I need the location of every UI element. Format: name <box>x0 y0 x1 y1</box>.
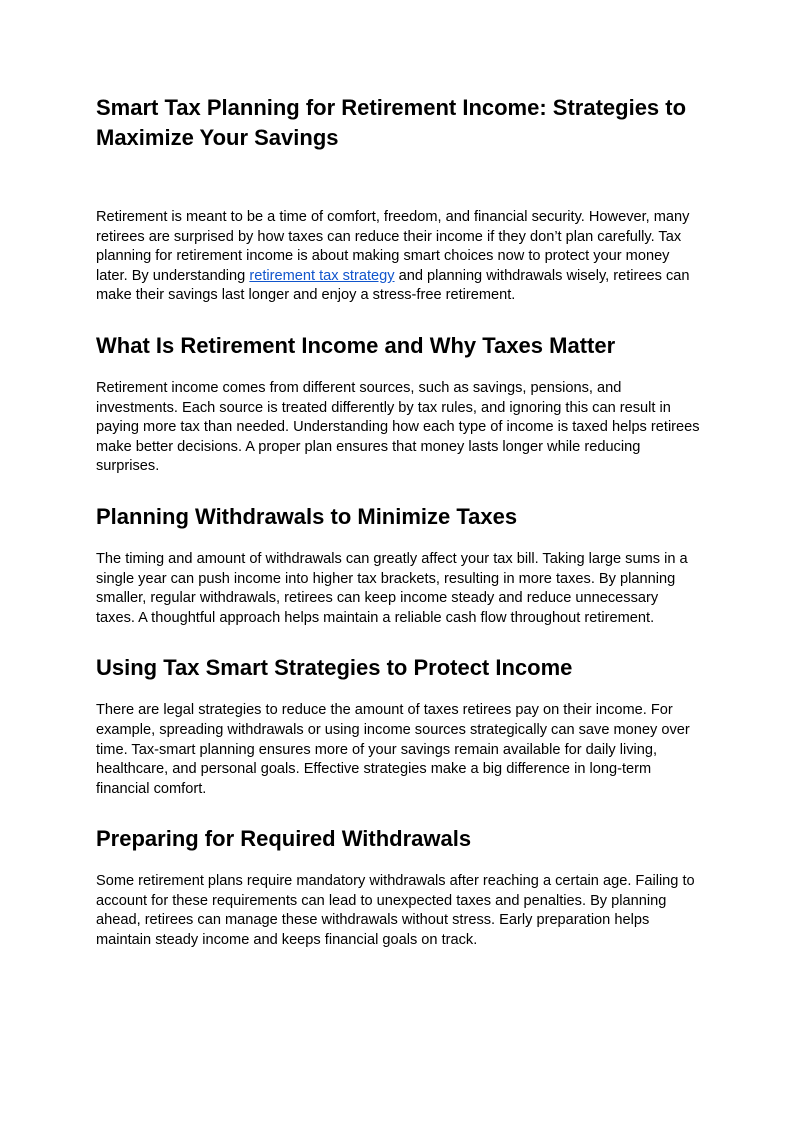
document-page <box>96 93 701 951</box>
section-tax-smart-strategies <box>96 653 701 799</box>
section-retirement-income <box>96 331 701 477</box>
section-heading: What Is Retirement Income and Why Taxes Matter <box>96 332 616 358</box>
section-body: The timing and amount of withdrawals can greatly affect your tax bill. Taking large sums in a single year can push income into higher tax brackets, resulting in more taxes. By planning smaller, regular withdrawals, retirees can keep income steady and reduce unnecessary taxes. A thoughtful approach helps maintain a reliable cash flow throughout retirement. <box>96 550 688 626</box>
section-body: Retirement income comes from different sources, such as savings, pensions, and investments. Each source is treated differently by tax rules, and ignoring this can result in paying more tax than needed. Understanding how each type of income is taxed helps retirees make better decisions. A proper plan ensures that money lasts longer while reducing surprises. <box>96 379 700 475</box>
intro-text-before-link: Retirement is meant to be a time of comfort, freedom, and financial security. However, many retirees are surprised by how taxes can reduce their income if they don’t plan carefully. Tax planning for retirement income is about making smart choices now to protect your money later. By understanding <box>96 209 690 284</box>
intro-paragraph <box>96 208 701 306</box>
intro-text-after-link: and planning withdrawals wisely, retirees can make their savings last longer and enjoy a stress-free retirement. <box>96 267 690 304</box>
section-heading: Planning Withdrawals to Minimize Taxes <box>96 503 518 529</box>
section-heading: Using Tax Smart Strategies to Protect Income <box>96 655 573 681</box>
document-title: Smart Tax Planning for Retirement Income: Strategies to Maximize Your Savings <box>96 95 687 150</box>
section-heading: Preparing for Required Withdrawals <box>96 826 472 852</box>
section-required-withdrawals <box>96 824 701 950</box>
section-body: Some retirement plans require mandatory withdrawals after reaching a certain age. Failing to account for these requirements can lead to unexpected taxes and penalties. By planning ahead, retirees can manage these withdrawals without stress. Early preparation helps maintain steady income and keeps financial goals on track. <box>96 873 695 949</box>
section-body: There are legal strategies to reduce the amount of taxes retirees pay on their income. For example, spreading withdrawals or using income sources strategically can save money over time. Tax-smart planning ensures more of your savings remain available for daily living, healthcare, and personal goals. Effective strategies make a big difference in long-term financial comfort. <box>96 702 690 797</box>
section-planning-withdrawals <box>96 502 701 628</box>
retirement-tax-strategy-link[interactable]: retirement tax strategy <box>249 267 395 284</box>
